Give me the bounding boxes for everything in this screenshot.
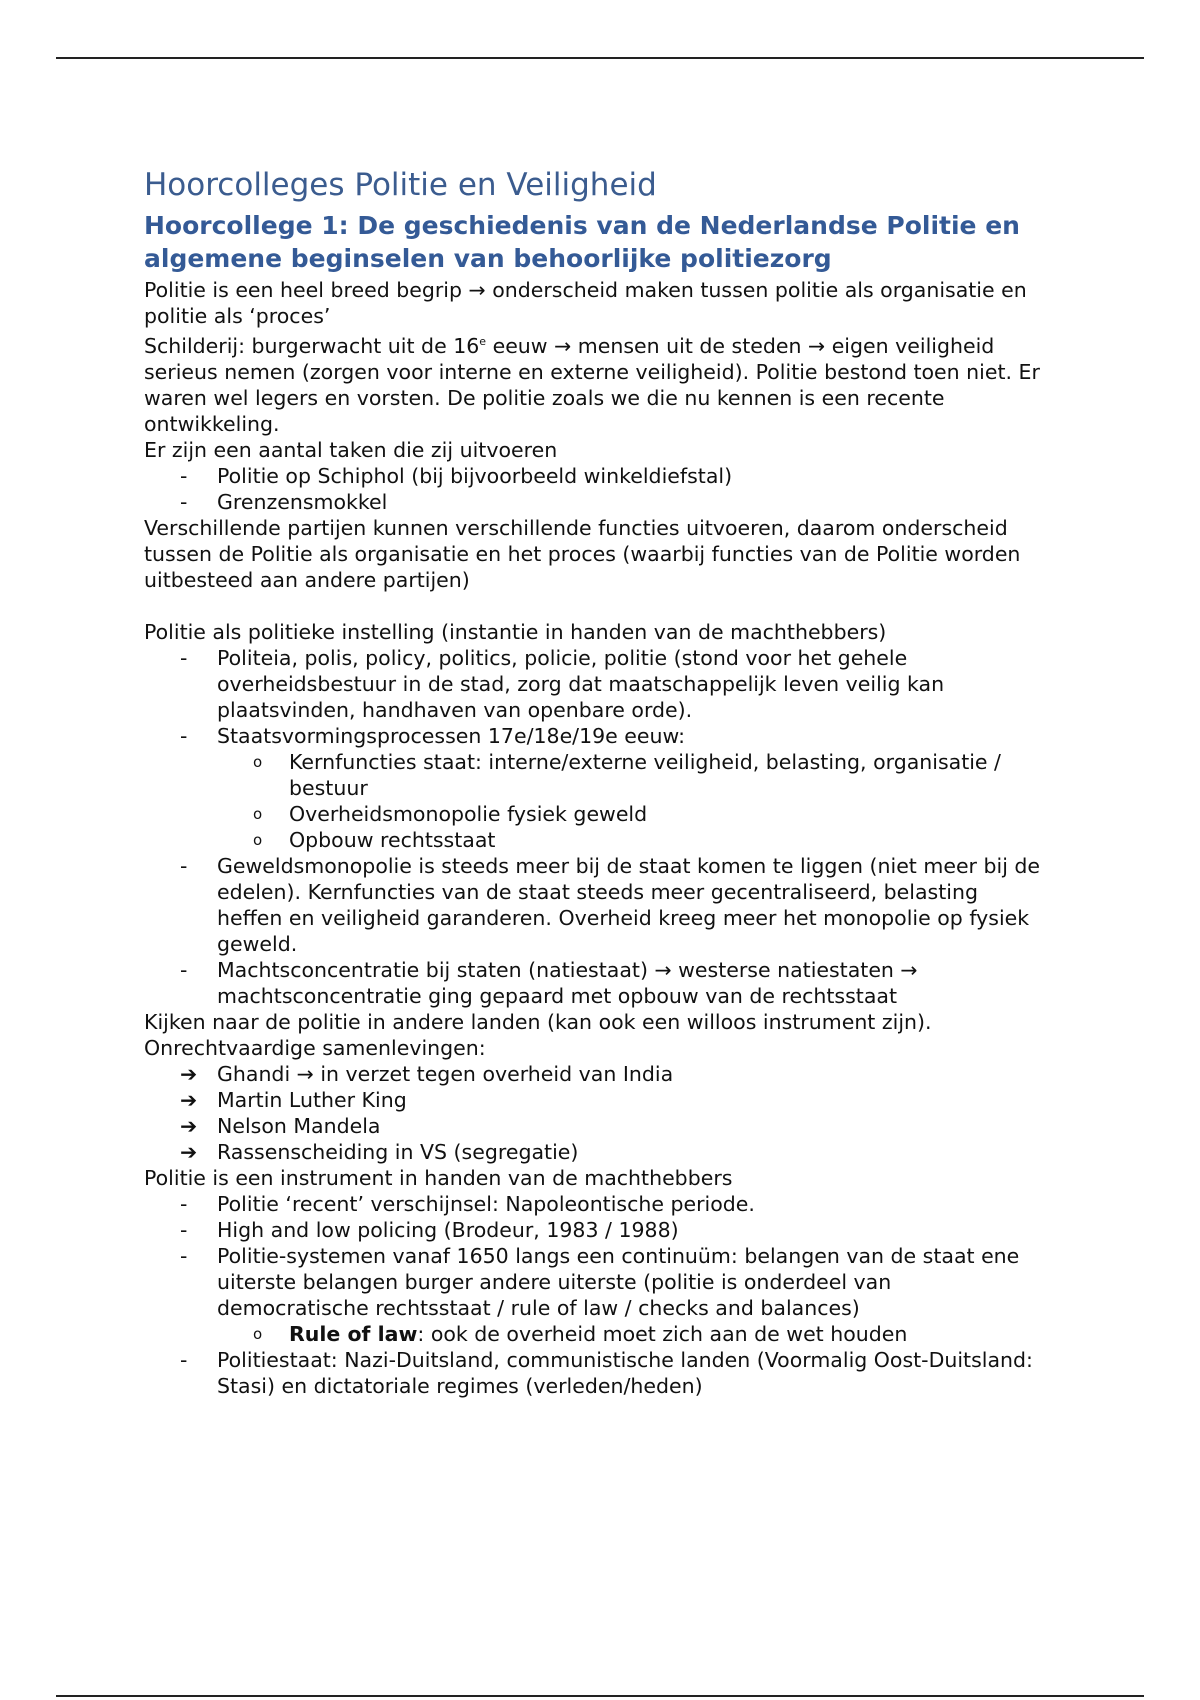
dash-bullet: - — [180, 645, 188, 670]
footer-rule — [56, 1695, 1144, 1697]
list-item: - Staatsvormingsprocessen 17e/18e/19e eeuw: — [180, 723, 686, 748]
arrow-list-item: ➔ Ghandi → in verzet tegen overheid van India — [180, 1061, 674, 1086]
paragraph: Politie is een instrument in handen van de machthebbers — [144, 1165, 733, 1190]
list-item: - Politeia, polis, policy, politics, policie, politie (stond voor het gehele overheidsbestuur in de stad, zorg dat maatschappelijk leven veilig kan plaatsvinden, handhaven van openbare orde). — [180, 645, 945, 722]
document-title: Hoorcolleges Politie en Veiligheid — [144, 167, 657, 203]
circle-bullet: o — [253, 752, 263, 771]
arrow-list-item: ➔ Martin Luther King — [180, 1087, 407, 1112]
paragraph: Kijken naar de politie in andere landen (kan ook een willoos instrument zijn). — [144, 1009, 932, 1034]
list-item: - Politie ‘recent’ verschijnsel: Napoleontische periode. — [180, 1191, 755, 1216]
dash-bullet: - — [180, 723, 188, 748]
circle-bullet: o — [253, 804, 263, 823]
paragraph: Er zijn een aantal taken die zij uitvoeren — [144, 437, 558, 462]
dash-bullet: - — [180, 853, 188, 878]
header-rule — [56, 57, 1144, 59]
lecture-heading: Hoorcollege 1: De geschiedenis van de Nederlandse Politie en algemene beginselen van behoorlijke politiezorg — [144, 211, 1020, 273]
dash-bullet: - — [180, 957, 188, 982]
list-item: - Politie-systemen vanaf 1650 langs een continuüm: belangen van de staat ene uiterste belangen burger andere uiterste (politie is onderdeel van democratische rechtsstaat / rule of law / checks and balances) — [180, 1243, 1020, 1320]
circle-bullet: o — [253, 1324, 263, 1343]
arrow-bullet-icon: ➔ — [180, 1087, 198, 1112]
arrow-bullet-icon: ➔ — [180, 1113, 198, 1138]
dash-bullet: - — [180, 1217, 188, 1242]
list-item: - Politiestaat: Nazi-Duitsland, communistische landen (Voormalig Oost-Duitsland: Stasi) en dictatoriale regimes (verleden/heden) — [180, 1347, 1033, 1398]
paragraph: Onrechtvaardige samenlevingen: — [144, 1035, 486, 1060]
list-item: - Grenzensmokkel — [180, 489, 388, 514]
dash-bullet: - — [180, 1191, 188, 1216]
arrow-list-item: ➔ Rassenscheiding in VS (segregatie) — [180, 1139, 579, 1164]
dash-bullet: - — [180, 489, 188, 514]
arrow-bullet-icon: ➔ — [180, 1061, 198, 1086]
sub-list-item: o Overheidsmonopolie fysiek geweld — [253, 801, 648, 826]
dash-bullet: - — [180, 1347, 188, 1372]
circle-bullet: o — [253, 830, 263, 849]
list-item: - High and low policing (Brodeur, 1983 / 1988) — [180, 1217, 679, 1242]
sub-list-item: o Opbouw rechtsstaat — [253, 827, 496, 852]
paragraph: Politie is een heel breed begrip → onderscheid maken tussen politie als organisatie en politie als ‘proces’ — [144, 278, 1027, 328]
rule-of-law-term: Rule of law — [289, 1321, 418, 1346]
arrow-bullet-icon: ➔ — [180, 1139, 198, 1164]
arrow-list-item: ➔ Nelson Mandela — [180, 1113, 381, 1138]
paragraph: Verschillende partijen kunnen verschillende functies uitvoeren, daarom onderscheid tussen de Politie als organisatie en het proces (waarbij functies van de Politie worden uitbesteed aan andere partijen) — [144, 515, 1021, 592]
sub-list-item: o Kernfuncties staat: interne/externe veiligheid, belasting, organisatie / bestuur — [253, 749, 1001, 800]
document-body — [144, 163, 1044, 1399]
paragraph: Politie als politieke instelling (instantie in handen van de machthebbers) — [144, 619, 887, 644]
dash-bullet: - — [180, 463, 188, 488]
sub-list-item: o Rule of law: ook de overheid moet zich aan de wet houden — [253, 1321, 908, 1346]
paragraph: Schilderij: burgerwacht uit de 16e eeuw → mensen uit de steden → eigen veiligheid serieus nemen (zorgen voor interne en externe veiligheid). Politie bestond toen niet. Er waren wel legers en vorsten. De politie zoals we die nu kennen is een recente ontwikkeling. — [144, 333, 1040, 436]
dash-bullet: - — [180, 1243, 188, 1268]
list-item: - Machtsconcentratie bij staten (natiestaat) → westerse natiestaten → machtsconcentratie ging gepaard met opbouw van de rechtsstaat — [180, 957, 918, 1008]
list-item: - Politie op Schiphol (bij bijvoorbeeld winkeldiefstal) — [180, 463, 733, 488]
list-item: - Geweldsmonopolie is steeds meer bij de staat komen te liggen (niet meer bij de edelen). Kernfuncties van de staat steeds meer gecentraliseerd, belasting heffen en veiligheid garanderen. Overheid kreeg meer het monopolie op fysiek geweld. — [180, 853, 1041, 956]
